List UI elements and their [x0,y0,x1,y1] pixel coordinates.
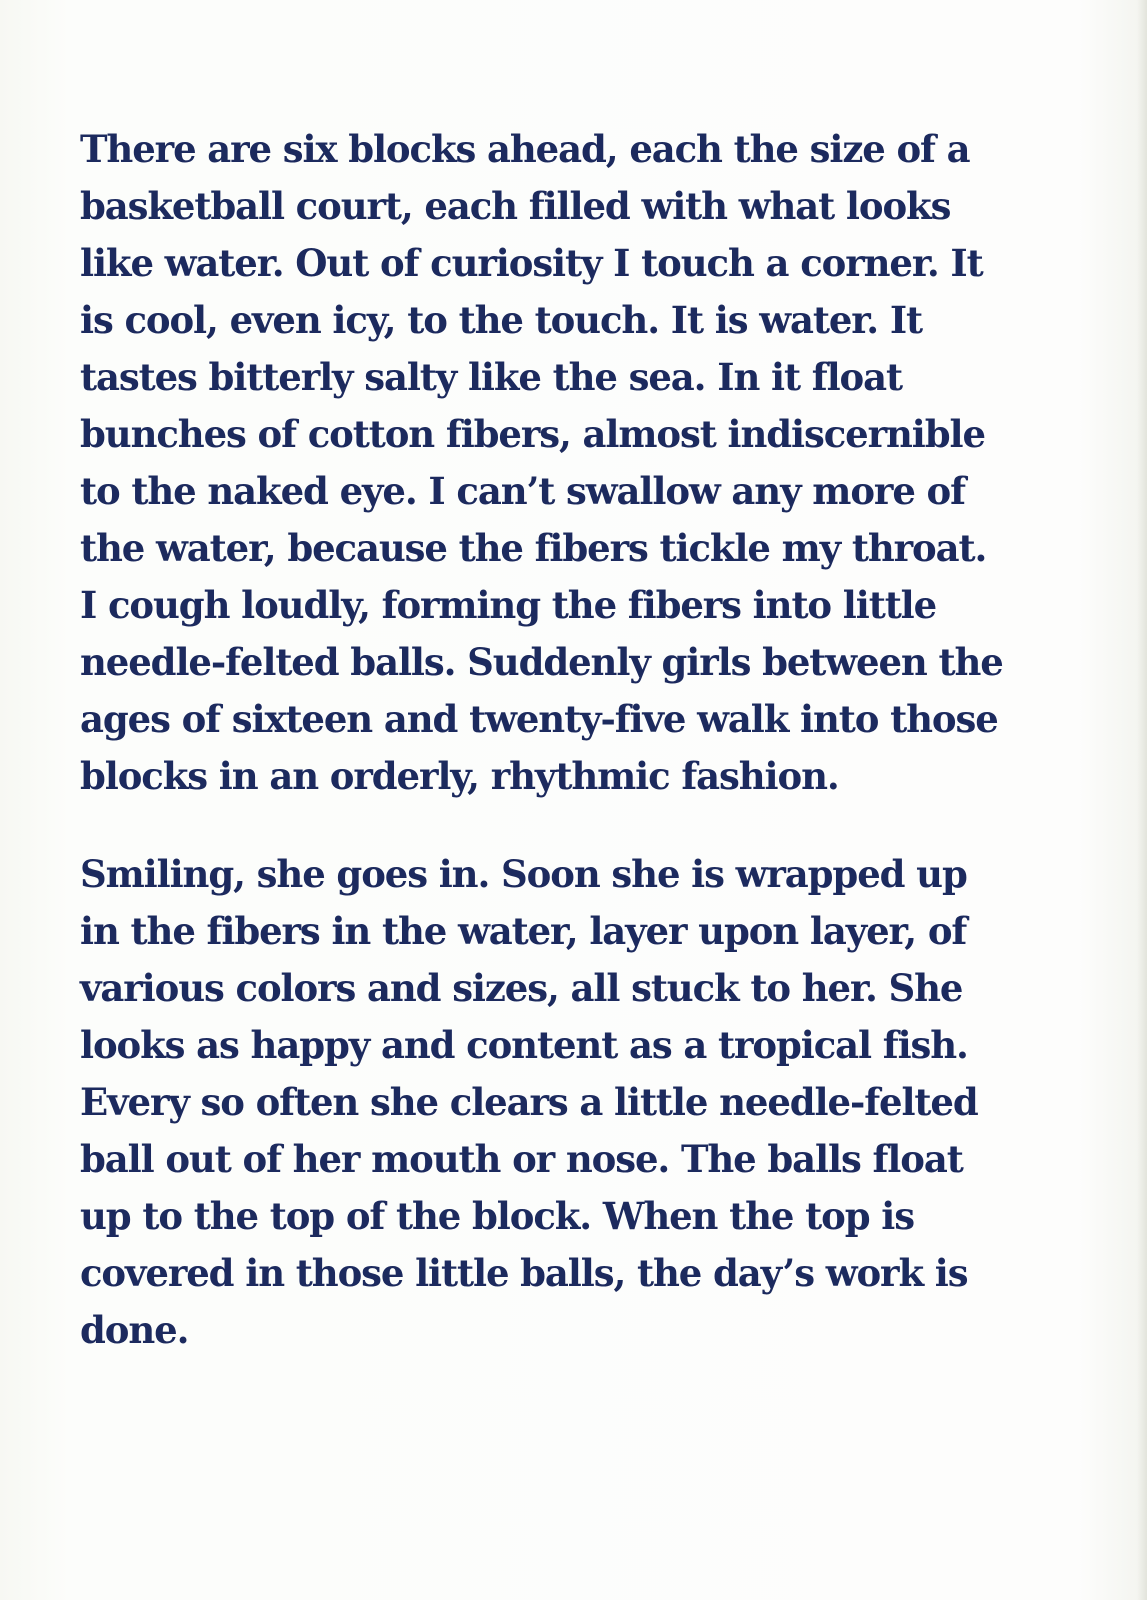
text-line: There are six blocks ahead, each the size of a [80,127,970,171]
text-line: ball out of her mouth or nose. The balls float [80,1137,963,1181]
text-line: up to the top of the block. When the top is [80,1194,914,1238]
text-line: bunches of cotton fibers, almost indiscernible [80,412,985,456]
text-line: blocks in an orderly, rhythmic fashion. [80,754,839,798]
text-line: to the naked eye. I can’t swallow any more of [80,469,965,513]
text-line: the water, because the fibers tickle my throat. [80,526,987,570]
text-line: Every so often she clears a little needle-felted [80,1080,978,1124]
paragraph-2 [80,846,1080,1359]
page-edge-shadow [1137,0,1147,1600]
paragraph-1 [80,121,1080,805]
text-line: Smiling, she goes in. Soon she is wrapped up [80,852,967,896]
text-line: done. [80,1308,189,1352]
text-line: is cool, even icy, to the touch. It is water. It [80,298,923,342]
text-line: looks as happy and content as a tropical fish. [80,1023,968,1067]
text-line: ages of sixteen and twenty-five walk into those [80,697,998,741]
text-line: like water. Out of curiosity I touch a corner. It [80,241,983,285]
text-line: I cough loudly, forming the fibers into little [80,583,937,627]
text-line: in the fibers in the water, layer upon layer, of [80,909,967,953]
text-line: covered in those little balls, the day’s work is [80,1251,968,1295]
text-line: basketball court, each filled with what looks [80,184,951,228]
text-line: tastes bitterly salty like the sea. In it float [80,355,902,399]
text-line: various colors and sizes, all stuck to her. She [80,966,963,1010]
text-line: needle-felted balls. Suddenly girls between the [80,640,1003,684]
